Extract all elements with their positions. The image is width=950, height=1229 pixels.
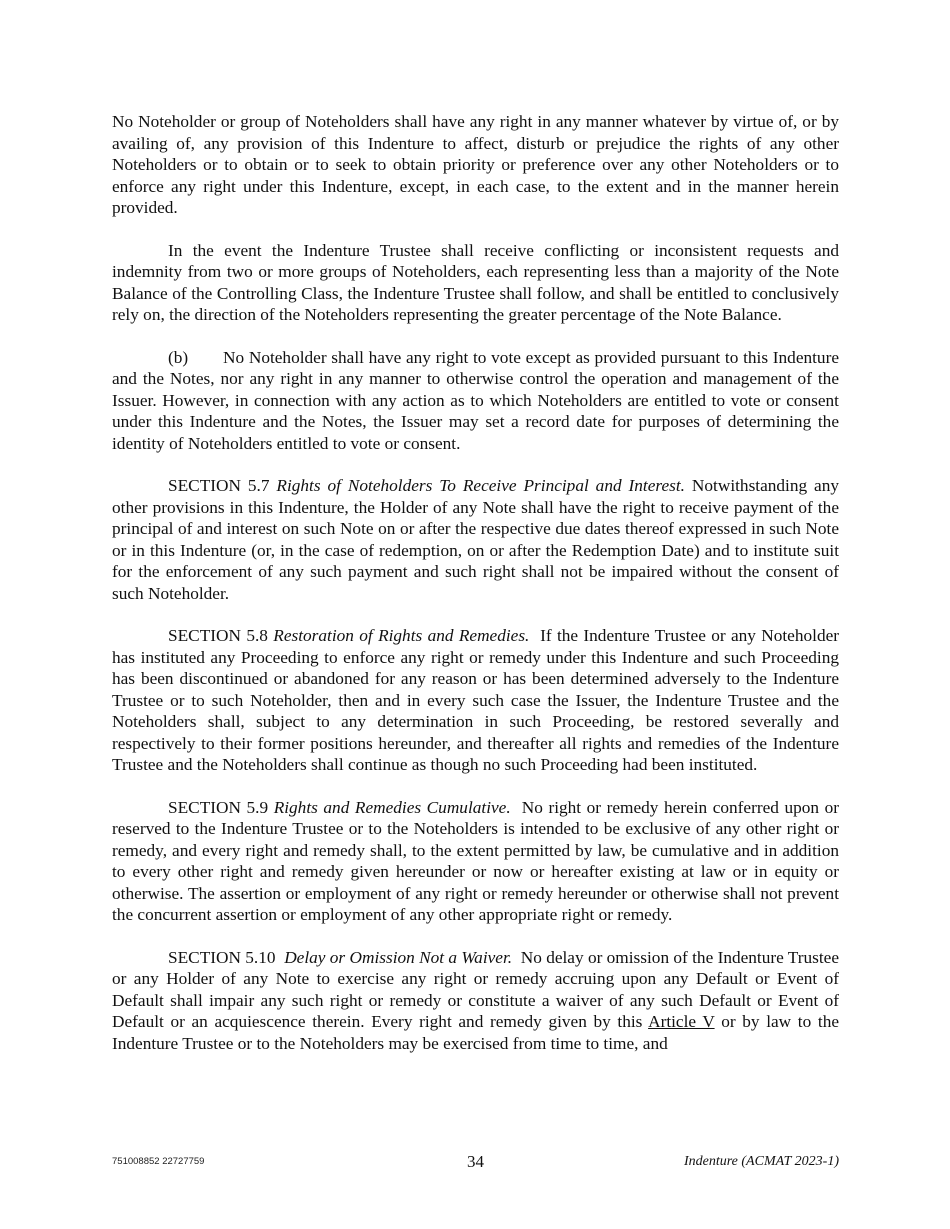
paragraph-text: No Noteholder or group of Noteholders shall have any right in any manner whatever by virtue of, or by availing of, any provision of this Indenture to affect, disturb or prejudice the rights of any other Noteholders or to obtain or to seek to obtain priority or preference over any other Noteholders or to enforce any right under this Indenture, except, in each case, to the extent and in the manner herein provided. [112, 112, 839, 217]
paragraph-text: No Noteholder shall have any right to vote except as provided pursuant to this Indenture and the Notes, nor any right in any manner to otherwise control the operation and management of the Issuer. However, in connection with any action as to which Noteholders are entitled to vote or consent under this Indenture and the Notes, the Issuer may set a record date for purposes of determining the identity of Noteholders entitled to vote or consent. [112, 347, 839, 453]
paragraph-conflicting-requests [112, 240, 839, 326]
section-5-10 [112, 947, 839, 1055]
section-5-9 [112, 797, 839, 926]
section-number: SECTION 5.10 [168, 947, 276, 967]
section-body: If the Indenture Trustee or any Noteholder has instituted any Proceeding to enforce any right or remedy under this Indenture and such Proceeding has been discontinued or abandoned for any reason or has been determined adversely to the Indenture Trustee or to such Noteholder, then and in every such case the Issuer, the Indenture Trustee and the Noteholders shall, subject to any determination in such Proceeding, be restored severally and respectively to their former positions hereunder, and thereafter all rights and remedies of the Indenture Trustee and the Noteholders shall continue as though no such Proceeding had been instituted. [112, 626, 840, 774]
section-heading: Restoration of Rights and Remedies. [273, 626, 530, 645]
paragraph-text: In the event the Indenture Trustee shall receive conflicting or inconsistent requests and indemnity from two or more groups of Noteholders, each representing less than a majority of the Note Balance of the Controlling Class, the Indenture Trustee shall follow, and shall be entitled to conclusively rely on, the direction of the Noteholders representing the greater percentage of the Note Balance. [112, 240, 839, 324]
article-reference: Article V [648, 1012, 715, 1031]
section-number: SECTION 5.8 [168, 626, 268, 645]
section-number: SECTION 5.9 [168, 797, 269, 817]
document-title: Indenture (ACMAT 2023-1) [683, 1154, 839, 1169]
section-heading: Rights of Noteholders To Receive Principal and Interest. [276, 476, 685, 495]
document-id: 751008852 22727759 [112, 1156, 205, 1167]
paragraph-noteholder-rights [112, 111, 839, 219]
paragraph-b-voting [112, 347, 839, 455]
section-heading: Delay or Omission Not a Waiver. [284, 947, 513, 967]
section-heading: Rights and Remedies Cumulative. [273, 797, 511, 817]
section-body: No right or remedy herein conferred upon or reserved to the Indenture Trustee or to the Noteholders is intended to be exclusive of any other right or remedy, and every right and remedy shall, to the extent permitted by law, be cumulative and in addition to every other right and remedy given hereunder or now or hereafter existing at law or in equity or otherwise. The assertion or employment of any right or remedy hereunder or otherwise shall not prevent the concurrent assertion or employment of any other appropriate right or remedy. [112, 797, 839, 924]
section-5-8 [112, 625, 839, 776]
document-body [112, 111, 839, 1075]
subsection-label: (b) [168, 347, 189, 367]
section-body: No delay or omission of the Indenture Trustee or any Holder of any Note to exercise any right or remedy accruing upon any Default or Event of Default shall impair any such right or remedy or constitute a waiver of any such Default or Event of Default or an acquiescence therein. Every right and remedy given by this [112, 947, 840, 1031]
section-5-7 [112, 475, 839, 604]
section-body: Notwithstanding any other provisions in this Indenture, the Holder of any Note shall have the right to receive payment of the principal of and interest on such Note on or after the respective due dates thereof expressed in such Note or in this Indenture (or, in the case of redemption, on or after the Redemption Date) and to institute suit for the enforcement of any such payment and such right shall not be impaired without the consent of such Noteholder. [112, 476, 839, 603]
section-number: SECTION 5.7 [168, 476, 270, 495]
page-number: 34 [467, 1152, 484, 1171]
page-footer [112, 1152, 839, 1176]
section-body-continued: or by law to the Indenture Trustee or to the Noteholders may be exercised from time to time, and [112, 1012, 839, 1053]
